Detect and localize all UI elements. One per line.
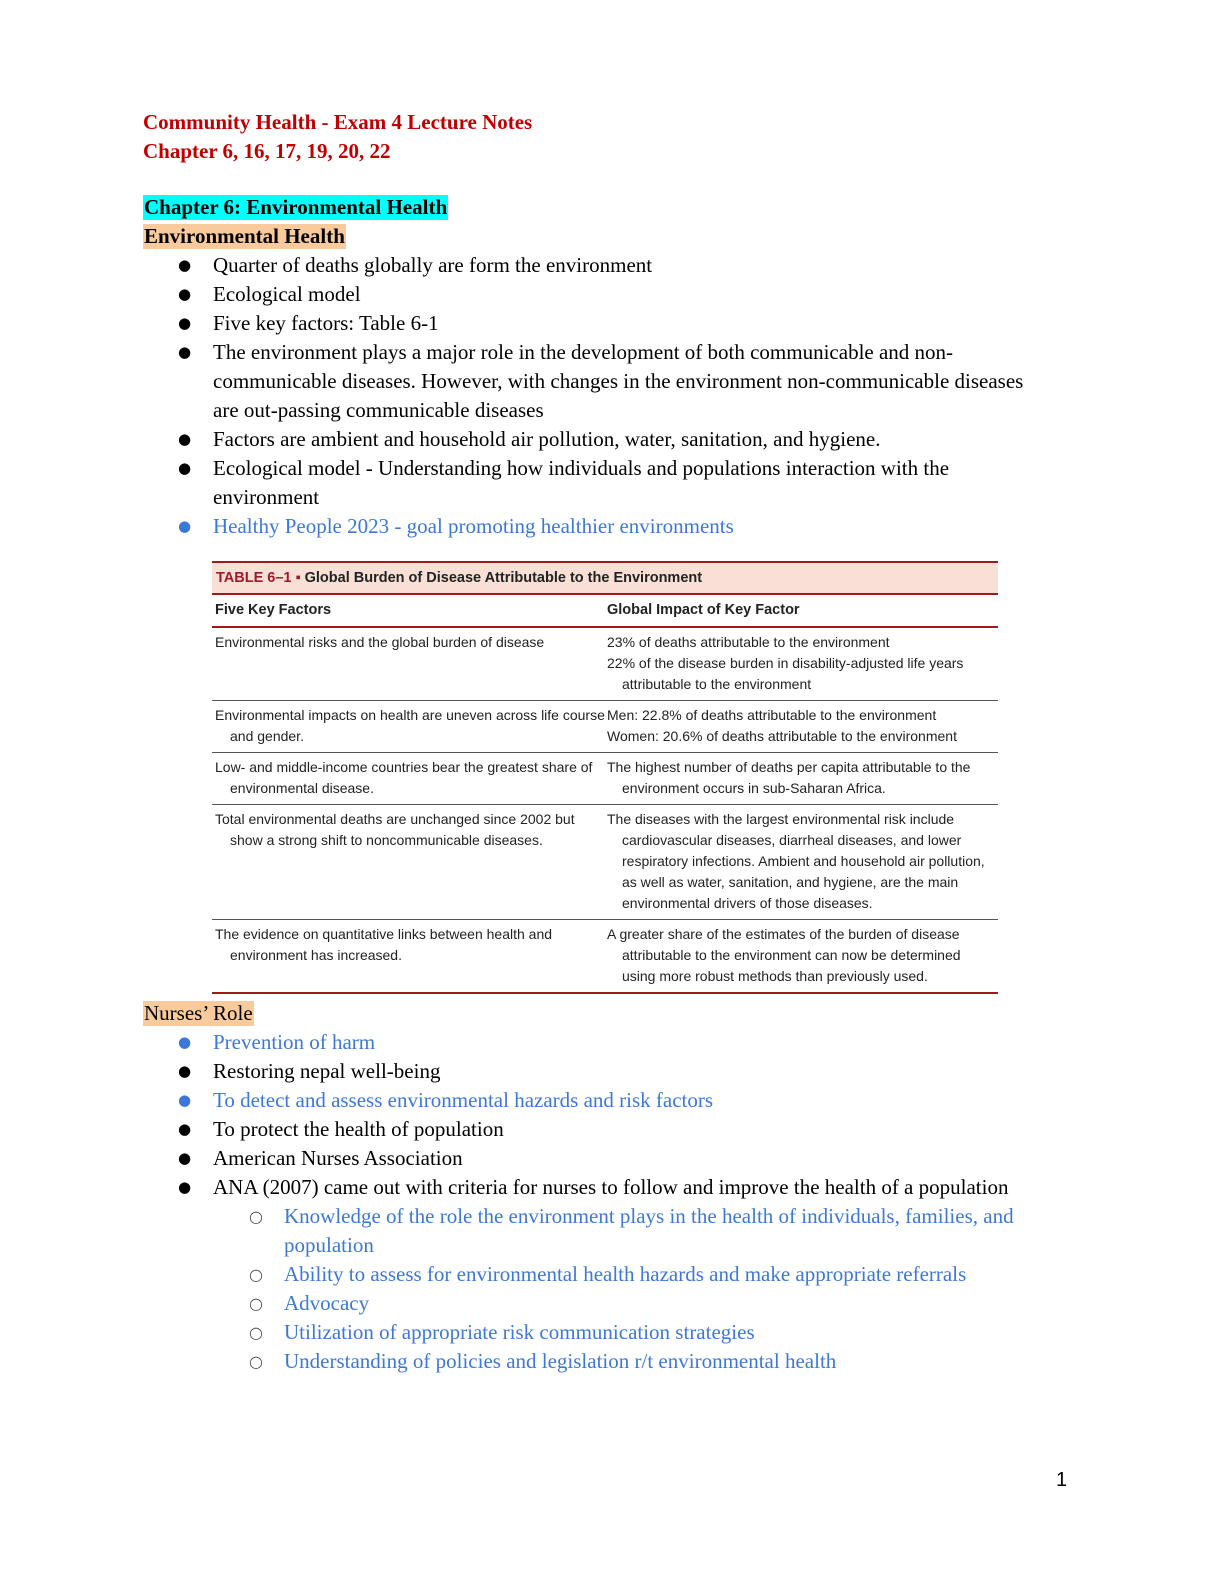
bullet-icon: ● [178,459,192,477]
list-item: ● Quarter of deaths globally are form the environment [0,251,1043,280]
bullet-icon: ● [178,1178,192,1196]
table-cell: 23% of deaths attributable to the environment 22% of the disease burden in disability-adjusted life years attributable to the environment [607,634,964,692]
hollow-bullet-icon: ○ [249,1323,263,1342]
list-item: ● American Nurses Association [0,1144,1043,1173]
list-item: ○ Utilization of appropriate risk communication strategies [0,1318,1054,1347]
table-cell: Low- and middle-income countries bear the greatest share of environmental disease. [215,759,593,796]
table-row [212,753,998,805]
bullet-icon: ● [178,285,192,303]
bullet-icon: ● [178,314,192,332]
table-cell: A greater share of the estimates of the burden of disease attributable to the environment can now be determined using more robust methods than previously used. [607,926,961,984]
table-caption [212,561,998,595]
bullet-icon: ● [178,1120,192,1138]
table-cell: Men: 22.8% of deaths attributable to the environment Women: 20.6% of deaths attributable to the environment [607,707,957,744]
bullet-icon: ● [178,256,192,274]
list-item: ● To protect the health of population [0,1115,1043,1144]
section-heading-environmental-health: Environmental Health [144,224,345,248]
table-cell: Environmental risks and the global burden of disease [215,634,545,650]
list-item: ● ANA (2007) came out with criteria for nurses to follow and improve the health of a population [0,1173,1043,1202]
list-item: ● The environment plays a major role in the development of both communicable and non-communicable diseases. However, with changes in the environment non-communicable diseases are out-passing communicable diseases [178,340,1024,422]
table-row [212,920,998,994]
chapter-list: Chapter 6, 16, 17, 19, 20, 22 [143,139,391,163]
list-item: ○ Understanding of policies and legislation r/t environmental health [0,1347,1054,1376]
hollow-bullet-icon: ○ [249,1352,263,1371]
hollow-bullet-icon: ○ [249,1207,263,1226]
table-6-1 [212,561,998,994]
list-item: ● Ecological model - Understanding how individuals and populations interaction with the environment [178,456,950,509]
hollow-bullet-icon: ○ [249,1265,263,1284]
column-header: Five Key Factors [215,602,332,618]
list-item: ○ Ability to assess for environmental health hazards and make appropriate referrals [0,1260,1054,1289]
environmental-health-bullets [0,251,1043,541]
table-header-row [212,595,998,628]
bullet-icon: ● [178,1091,192,1109]
document-title: Community Health - Exam 4 Lecture Notes [143,110,533,134]
bullet-icon: ● [178,517,192,535]
bullet-icon: ● [178,1033,192,1051]
list-item: ● Prevention of harm [0,1028,1043,1057]
hollow-bullet-icon: ○ [249,1294,263,1313]
table-caption-label: TABLE 6–1 [216,570,292,586]
table-row [212,701,998,753]
table-cell: Environmental impacts on health are uneven across life course and gender. [215,707,605,744]
nurses-role-bullets [0,1028,1043,1202]
page-number: 1 [1056,1469,1068,1491]
column-header: Global Impact of Key Factor [607,602,800,618]
bullet-icon: ● [178,343,192,361]
list-item: ● To detect and assess environmental hazards and risk factors [0,1086,1043,1115]
square-bullet-icon: ▪ [295,570,301,586]
list-item: ● Ecological model [0,280,1043,309]
list-item: ● Factors are ambient and household air pollution, water, sanitation, and hygiene. [0,425,1043,454]
list-item: ● Restoring nepal well-being [0,1057,1043,1086]
table-caption-title: Global Burden of Disease Attributable to the Environment [304,570,703,586]
table-cell: Total environmental deaths are unchanged since 2002 but show a strong shift to noncommunicable diseases. [215,811,575,848]
chapter-heading: Chapter 6: Environmental Health [144,195,448,219]
section-heading-nurses-role: Nurses’ Role [144,1001,253,1025]
list-item: ○ Knowledge of the role the environment plays in the health of individuals, families, and population [249,1204,1014,1257]
bullet-icon: ● [178,1062,192,1080]
bullet-icon: ● [178,1149,192,1167]
list-item: ● Healthy People 2023 - goal promoting healthier environments [0,512,1043,541]
list-item: ● Five key factors: Table 6-1 [0,309,1043,338]
table-row [212,805,998,920]
table-cell: The highest number of deaths per capita attributable to the environment occurs in sub-Saharan Africa. [607,759,971,796]
list-item: ○ Advocacy [0,1289,1054,1318]
bullet-icon: ● [178,430,192,448]
ana-criteria-sub-bullets [0,1202,1054,1376]
table-cell: The evidence on quantitative links between health and environment has increased. [215,926,553,963]
table-row [212,628,998,701]
table-cell: The diseases with the largest environmental risk include cardiovascular diseases, diarrheal diseases, and lower respiratory infections. Ambient and household air pollution, as well as water, sanitation, and hygiene, are the main environmental drivers of those diseases. [607,811,985,911]
